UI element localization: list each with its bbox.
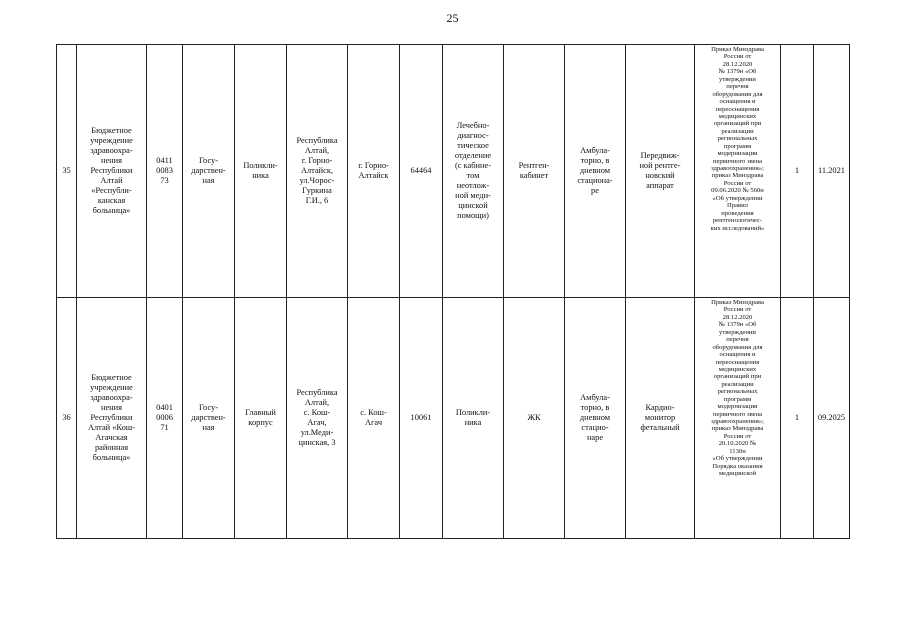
cell-line: Бюджетное xyxy=(91,373,132,383)
cell-line: диагнос- xyxy=(457,131,489,141)
cell-line: ул.Меди- xyxy=(300,427,334,437)
cell-line: 28.12.2020 xyxy=(722,313,753,321)
cell-line: «Об утверждении xyxy=(712,455,763,463)
cell-line: Г.И., 6 xyxy=(305,195,329,205)
cell-line: ника xyxy=(252,171,269,180)
basis-cell xyxy=(695,298,781,539)
cell-line: корпус xyxy=(248,418,273,427)
cell-line: оснащения и xyxy=(719,351,756,359)
cell-line: медицинских xyxy=(718,112,757,120)
cell-line: нения xyxy=(100,156,122,166)
room-cell xyxy=(504,45,565,298)
cell-line: приказ Минздрава xyxy=(711,172,764,180)
cell-line: торно, в xyxy=(580,156,610,166)
cell-line: Приказ Минздрава xyxy=(711,46,764,53)
cell-line: том xyxy=(466,171,480,180)
date-cell xyxy=(814,45,850,298)
care-form-cell xyxy=(565,298,626,539)
cell-line: 28.12.2020 xyxy=(722,60,753,68)
cell-line: тическое xyxy=(457,141,489,151)
cell-line: перечня xyxy=(726,83,749,91)
locality-cell xyxy=(348,298,400,539)
table-row xyxy=(57,298,850,539)
cell-line: Республика xyxy=(296,388,338,398)
cell-line: региональных xyxy=(717,135,758,143)
cell-line: дарствен- xyxy=(191,166,226,176)
cell-line: № 1379н «Об xyxy=(718,321,757,329)
cell-line: Агач xyxy=(364,418,383,427)
cell-line: Алтай xyxy=(100,175,123,185)
cell-line: Госу- xyxy=(198,403,219,413)
cell-line: новский xyxy=(645,171,675,180)
unit-cell xyxy=(235,45,287,298)
oktmo-cell xyxy=(400,45,443,298)
cell-line: помощи) xyxy=(457,210,489,220)
cell-line: Алтай, xyxy=(304,398,330,408)
cell-line: учреждение xyxy=(90,383,133,393)
cell-line: 09.2025 xyxy=(817,413,846,423)
cell-line: Поликли- xyxy=(243,161,278,171)
cell-line: «Об утверждении xyxy=(712,194,763,202)
cell-line: 73 xyxy=(160,175,169,185)
ownership-cell xyxy=(183,45,235,298)
cell-line: Республики xyxy=(90,166,133,176)
cell-line: переоснащения xyxy=(715,105,760,113)
code-cell xyxy=(147,45,183,298)
locality-cell xyxy=(348,45,400,298)
cell-line: 10061 xyxy=(410,413,432,423)
cell-line: районная xyxy=(94,442,129,452)
cell-line: оснащения и xyxy=(719,98,756,106)
room-cell xyxy=(504,298,565,539)
cell-line: 11.2021 xyxy=(818,166,845,176)
cell-line: Республики xyxy=(90,413,133,423)
cell-line: дарствен- xyxy=(191,413,226,423)
cell-line: 1130н xyxy=(729,447,746,455)
care-form-cell xyxy=(565,45,626,298)
cell-line: России от xyxy=(723,432,752,440)
cell-line: дневном xyxy=(579,166,611,176)
cell-line: 1 xyxy=(794,413,800,423)
cell-line: больница» xyxy=(92,452,131,462)
ownership-cell xyxy=(183,298,235,539)
cell-line: Правил xyxy=(727,202,748,210)
cell-line: перечня xyxy=(726,336,749,344)
cell-line: нения xyxy=(100,403,122,413)
cell-line: модернизации xyxy=(717,150,758,158)
department-cell xyxy=(443,298,504,539)
cell-line: 35 xyxy=(62,166,71,176)
department-cell xyxy=(443,45,504,298)
cell-line: 0006 xyxy=(156,413,173,423)
cell-line: Приказ Минздрава xyxy=(711,299,764,306)
cell-line: наре xyxy=(586,432,604,442)
cell-line: утверждении xyxy=(719,328,756,336)
cell-line: здравоохра- xyxy=(90,146,133,156)
cell-line: ная xyxy=(202,422,215,432)
cell-line: Амбула- xyxy=(580,393,610,403)
cell-line: здравоохранения»; xyxy=(711,418,764,425)
cell-line: ника xyxy=(464,418,482,427)
cell-line: ре xyxy=(591,185,599,195)
row-number xyxy=(57,45,77,298)
cell-line: Агачская xyxy=(95,432,128,442)
cell-line: организаций при xyxy=(713,373,762,381)
cell-line: России от xyxy=(723,306,752,314)
cell-line: ЖК xyxy=(527,413,541,423)
address-cell xyxy=(287,298,348,539)
cell-line: цинская, 3 xyxy=(298,437,336,447)
address-cell xyxy=(287,45,348,298)
cell-line: Лечебно- xyxy=(456,121,490,131)
cell-line: Поликли- xyxy=(455,408,491,418)
cell-line: ная xyxy=(202,175,215,185)
cell-line: фетальный xyxy=(640,422,680,432)
page-number: 25 xyxy=(446,11,459,25)
cell-line: рентгенологичес- xyxy=(712,217,763,225)
cell-line: Кардио- xyxy=(645,403,675,413)
cell-line: первичного звена xyxy=(712,157,763,165)
table-row xyxy=(57,45,850,298)
cell-line: приказ Минздрава xyxy=(711,425,764,433)
cell-line: Бюджетное xyxy=(91,126,132,136)
cell-line: программ xyxy=(723,142,752,150)
cell-line: России от xyxy=(723,179,752,187)
cell-line: отделение xyxy=(454,151,492,161)
cell-line: Рентген- xyxy=(518,161,550,171)
cell-line: здравоохра- xyxy=(90,393,133,403)
cell-line: с. Кош- xyxy=(360,408,387,418)
cell-line: России от xyxy=(723,53,752,61)
date-cell xyxy=(814,298,850,539)
cell-line: г. Горно- xyxy=(301,156,333,166)
cell-line: аппарат xyxy=(646,180,674,190)
institution-cell xyxy=(77,298,147,539)
cell-line: 36 xyxy=(62,413,71,423)
cell-line: утверждении xyxy=(719,75,756,83)
quantity-cell xyxy=(781,298,814,539)
cell-line: больница» xyxy=(92,205,131,215)
cell-line: 71 xyxy=(160,422,169,432)
cell-line: канская xyxy=(97,195,126,205)
equipment-table xyxy=(56,44,850,539)
cell-line: монитор xyxy=(644,413,676,423)
cell-line: ной меди- xyxy=(455,190,491,200)
cell-line: стацио- xyxy=(581,422,609,432)
cell-line: 0411 xyxy=(156,156,173,166)
cell-line: Амбула- xyxy=(580,146,610,156)
cell-line: кабинет xyxy=(519,171,549,180)
cell-line: Алтай «Кош- xyxy=(87,422,136,432)
cell-line: ул.Чорос- xyxy=(299,175,335,185)
cell-line: организаций при xyxy=(713,120,762,128)
unit-cell xyxy=(235,298,287,539)
equipment-cell xyxy=(626,298,695,539)
cell-line: с. Кош- xyxy=(303,408,331,418)
cell-line: учреждение xyxy=(90,136,133,146)
cell-line: модернизации xyxy=(717,403,758,411)
cell-line: переоснащения xyxy=(715,358,760,366)
cell-line: Агач, xyxy=(307,418,327,427)
cell-line: 64464 xyxy=(410,166,432,176)
cell-line: 09.06.2020 № 560н xyxy=(711,187,764,195)
cell-line: Алтайск xyxy=(358,171,389,180)
cell-line: торно, в xyxy=(580,403,610,413)
cell-line: «Республи- xyxy=(91,185,132,195)
oktmo-cell xyxy=(400,298,443,539)
cell-line: стациона- xyxy=(577,175,613,185)
cell-line: неотлож- xyxy=(456,180,490,190)
cell-line: Главный xyxy=(245,408,276,418)
quantity-cell xyxy=(781,45,814,298)
cell-line: 0401 xyxy=(156,403,173,413)
cell-line: ких исследований» xyxy=(710,224,765,232)
row-number xyxy=(57,298,77,539)
institution-cell xyxy=(77,45,147,298)
cell-line: (с кабине- xyxy=(455,161,491,171)
cell-line: региональных xyxy=(717,388,758,396)
cell-line: № 1379н «Об xyxy=(718,68,757,76)
cell-line: реализации xyxy=(721,380,754,388)
cell-line: реализации xyxy=(721,127,754,135)
cell-line: программ xyxy=(723,395,752,403)
cell-line: 0083 xyxy=(156,166,173,176)
cell-line: дневном xyxy=(579,413,611,423)
cell-line: 20.10.2020 № xyxy=(718,440,757,448)
equipment-cell xyxy=(626,45,695,298)
cell-line: г. Горно- xyxy=(358,161,389,171)
cell-line: Госу- xyxy=(198,156,219,166)
code-cell xyxy=(147,298,183,539)
cell-line: Алтай, xyxy=(304,146,330,156)
cell-line: оборудования для xyxy=(712,90,763,98)
cell-line: цинской xyxy=(458,200,488,210)
cell-line: Гуркина xyxy=(302,185,332,195)
cell-line: медицинской xyxy=(718,470,757,478)
cell-line: Республика xyxy=(296,136,338,146)
cell-line: оборудования для xyxy=(712,343,763,351)
cell-line: медицинских xyxy=(718,365,757,373)
cell-line: первичного звена xyxy=(712,410,763,418)
cell-line: Алтайск, xyxy=(300,166,334,176)
cell-line: ной рентге- xyxy=(639,161,681,171)
cell-line: Передвиж- xyxy=(640,151,680,161)
basis-cell xyxy=(695,45,781,298)
cell-line: проведения xyxy=(721,209,754,217)
cell-line: Порядка оказания xyxy=(712,462,763,470)
cell-line: 1 xyxy=(794,166,800,176)
cell-line: здравоохранения»; xyxy=(711,165,764,172)
